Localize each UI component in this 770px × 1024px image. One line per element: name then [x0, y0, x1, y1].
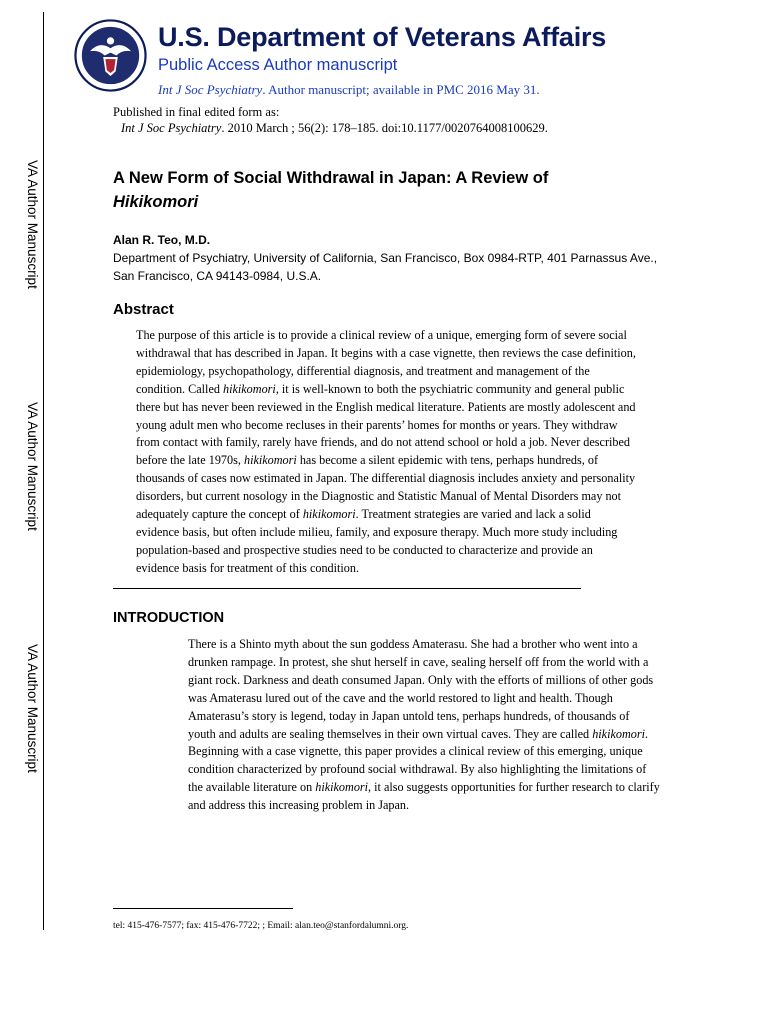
availability-line — [158, 82, 540, 98]
abstract-heading: Abstract — [113, 301, 174, 318]
term: hikikomori — [302, 507, 356, 522]
term: hikikomori — [243, 453, 297, 468]
author-name: Alan R. Teo, M.D. — [113, 233, 211, 247]
agency-title: U.S. Department of Veterans Affairs — [158, 22, 607, 52]
author-affiliation: Department of Psychiatry, University of California, San Francisco, Box 0984-RTP, 401 Parnassus Ave., San Francisco, CA 94143-0984, U.S.A. — [113, 251, 658, 283]
availability-text: . Author manuscript; available in PMC 2016 May 31. — [262, 82, 540, 97]
term: hikikomori — [592, 726, 646, 741]
citation-text: . 2010 March ; 56(2): 178–185. doi:10.1177/0020764008100629. — [221, 121, 548, 135]
footnote-divider — [113, 908, 293, 909]
introduction-body — [188, 636, 660, 815]
article-title — [113, 166, 643, 214]
abstract-text: . Treatment strategies are varied and lack a solid evidence basis, but often include milieu, family, and exposure therapy. Much more study including population-based and prospective studies need to be conducted to characterize and provide an evidence basis for treatment of this condition. — [136, 507, 618, 575]
citation-journal: Int J Soc Psychiatry — [121, 121, 222, 135]
article-title-term: Hikikomori — [113, 193, 199, 211]
intro-text: , it also suggests opportunities for further research to clarify and address this increasing problem in Japan. — [188, 780, 660, 813]
published-label: Published in final edited form as: — [113, 105, 280, 119]
term: hikikomori — [223, 381, 276, 396]
abstract-text: The purpose of this article is to provide a clinical review of a unique, emerging form of severe social withdrawal that has described in Japan. It begins with a case vignette, then reviews the case definition, epidemiology, psychopathology, differential diagnosis, and treatment and management of the condition. Called — [136, 328, 636, 396]
abstract-body — [136, 327, 636, 578]
article-title-text: A New Form of Social Withdrawal in Japan: A Review of — [113, 169, 549, 187]
margin-rule — [43, 12, 44, 930]
intro-text: There is a Shinto myth about the sun goddess Amaterasu. She had a brother who went into a drunken rampage. In protest, she shut herself in cave, sealing herself off from the world with a giant rock. Darkness and death consumed Japan. Only with the efforts of millions of other gods was Amaterasu lured out of the cave and the world restored to light and health. Though Amaterasu’s story is legend, today in Japan untold tens, perhaps hundreds, of thousands of youth and adults are sealing themselves in their own virtual caves. They are called — [188, 637, 654, 741]
side-label: VA Author Manuscript — [25, 644, 40, 773]
section-divider — [113, 588, 581, 589]
introduction-heading: INTRODUCTION — [113, 610, 225, 626]
intro-text: . Beginning with a case vignette, this paper provides a clinical review of this emerging, unique condition characterized by profound social withdrawal. By also highlighting the limitations of the available literature on — [188, 726, 649, 795]
abstract-text: has become a silent epidemic with tens, perhaps hundreds, of thousands of cases now estimated in Japan. The differential diagnosis includes anxiety and personality disorders, but current nosology in the Diagnostic and Statistic Manual of Mental Disorders may not adequately capture the concept of — [136, 453, 636, 522]
abstract-text: , it is well-known to both the psychiatric community and general public there but has never been reviewed in the English medical literature. Patients are mostly adolescent and young adult men who become recluses in their parents’ homes for months or years. They withdraw from contact with family, rarely have friends, and do not attend school or hold a job. Never described before the late 1970s, — [136, 381, 636, 468]
side-label: VA Author Manuscript — [25, 160, 40, 289]
footnote-contact: tel: 415-476-7577; fax: 415-476-7722; ; Email: alan.teo@stanfordalumni.org. — [113, 921, 409, 931]
journal-name[interactable]: Int J Soc Psychiatry — [158, 82, 263, 97]
manuscript-type: Public Access Author manuscript — [158, 56, 398, 74]
va-seal-logo — [74, 19, 147, 92]
term: hikikomori — [315, 780, 369, 795]
citation — [121, 121, 548, 136]
side-label: VA Author Manuscript — [25, 402, 40, 531]
